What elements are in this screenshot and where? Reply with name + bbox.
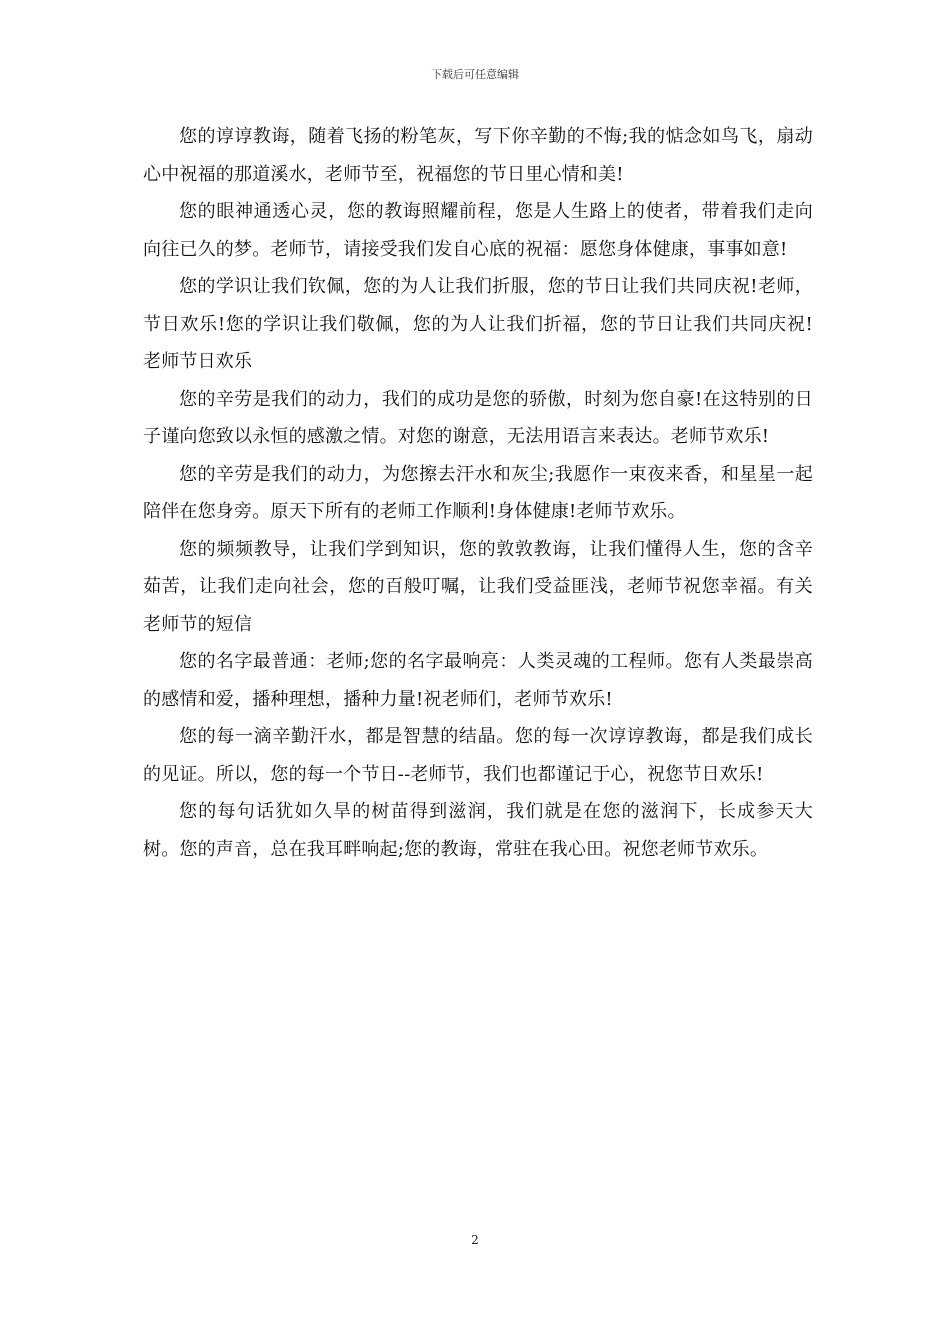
paragraph: 您的频频教导，让我们学到知识，您的敦敦教诲，让我们懂得人生，您的含辛茹苦，让我们走向社会，您的百般叮嘱，让我们受益匪浅，老师节祝您幸福。有关老师节的短信: [143, 538, 813, 635]
paragraph: 您的每句话犹如久旱的树苗得到滋润，我们就是在您的滋润下，长成参天大树。您的声音，总在我耳畔响起;您的教诲，常驻在我心田。祝您老师节欢乐。: [143, 801, 813, 860]
paragraph: 您的辛劳是我们的动力，我们的成功是您的骄傲，时刻为您自豪!在这特别的日子谨向您致以永恒的感激之情。对您的谢意，无法用语言来表达。老师节欢乐!: [143, 388, 813, 447]
paragraph: 您的每一滴辛勤汗水，都是智慧的结晶。您的每一次谆谆教诲，都是我们成长的见证。所以，您的每一个节日--老师节，我们也都谨记于心，祝您节日欢乐!: [143, 726, 813, 785]
paragraph: 您的辛劳是我们的动力，为您擦去汗水和灰尘;我愿作一束夜来香，和星星一起陪伴在您身旁。原天下所有的老师工作顺利!身体健康!老师节欢乐。: [143, 463, 813, 522]
paragraph: 您的名字最普通：老师;您的名字最响亮：人类灵魂的工程师。您有人类最崇高的感情和爱，播种理想，播种力量!祝老师们，老师节欢乐!: [143, 651, 813, 710]
paragraph: 您的谆谆教诲，随着飞扬的粉笔灰，写下你辛勤的不悔;我的惦念如鸟飞，扇动心中祝福的那道溪水，老师节至，祝福您的节日里心情和美!: [143, 126, 813, 185]
page-number: 2: [471, 1233, 479, 1247]
document-body: [143, 118, 813, 868]
paragraph: 您的学识让我们钦佩，您的为人让我们折服，您的节日让我们共同庆祝!老师，节日欢乐!您的学识让我们敬佩，您的为人让我们折福，您的节日让我们共同庆祝!老师节日欢乐: [143, 276, 813, 372]
page-header: 下载后可任意编辑: [431, 68, 519, 81]
paragraph: 您的眼神通透心灵，您的教诲照耀前程，您是人生路上的使者，带着我们走向向往已久的梦。老师节，请接受我们发自心底的祝福：愿您身体健康，事事如意!: [143, 201, 813, 260]
